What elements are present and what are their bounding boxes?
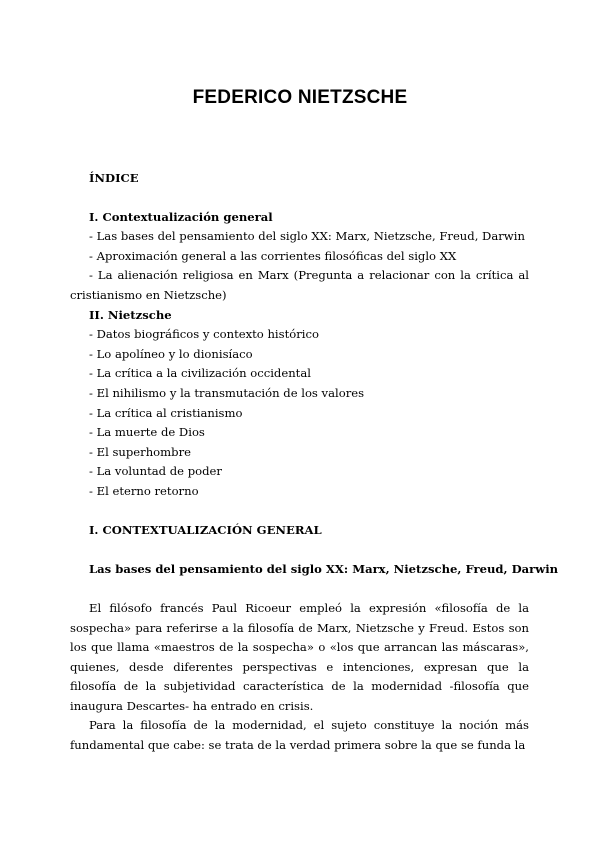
index-item: - La alienación religiosa en Marx (Pregunta a relacionar con la crítica al (89, 268, 529, 282)
index-item: - La crítica al cristianismo (89, 406, 243, 420)
index-item: - El eterno retorno (89, 484, 199, 498)
paragraph: El filósofo francés Paul Ricoeur empleó la expresión «filosofía de la sospecha» para referirse a la filosofía de Marx, Nietzsche y Freud. Estos son los que llama «maestros de la sospecha» o «los que arrancan las máscaras», quienes, desde diferentes perspectivas e intenciones, expresan que la filosofía de la subjetividad característica de la modernidad -filosofía que inaugura Descartes- ha entrado en crisis. (70, 601, 529, 713)
index-heading: ÍNDICE (89, 171, 139, 185)
index-item: - La muerte de Dios (89, 425, 205, 439)
index-item: - El nihilismo y la transmutación de los valores (89, 386, 365, 400)
index-item: - La voluntad de poder (89, 464, 222, 478)
index-item: - Datos biográficos y contexto histórico (89, 327, 319, 341)
section1-heading: I. Contextualización general (89, 210, 273, 224)
body-heading: I. CONTEXTUALIZACIÓN GENERAL (89, 523, 322, 537)
index-item: - La crítica a la civilización occidental (89, 366, 311, 380)
paragraph: Para la filosofía de la modernidad, el sujeto constituye la noción más fundamental que cabe: se trata de la verdad primera sobre la que se funda la (70, 718, 529, 752)
index-item: - El superhombre (89, 445, 191, 459)
index-item: - Aproximación general a las corrientes filosóficas del siglo XX (89, 249, 457, 263)
index-item: - Lo apolíneo y lo dionisíaco (89, 347, 253, 361)
index-item: - Las bases del pensamiento del siglo XX: Marx, Nietzsche, Freud, Darwin (89, 229, 525, 243)
body-subheading: Las bases del pensamiento del siglo XX: Marx, Nietzsche, Freud, Darwin (89, 562, 559, 576)
section2-heading: II. Nietzsche (89, 308, 172, 322)
index-item-continuation: cristianismo en Nietzsche) (70, 288, 227, 302)
document-title: FEDERICO NIETZSCHE (192, 87, 408, 108)
